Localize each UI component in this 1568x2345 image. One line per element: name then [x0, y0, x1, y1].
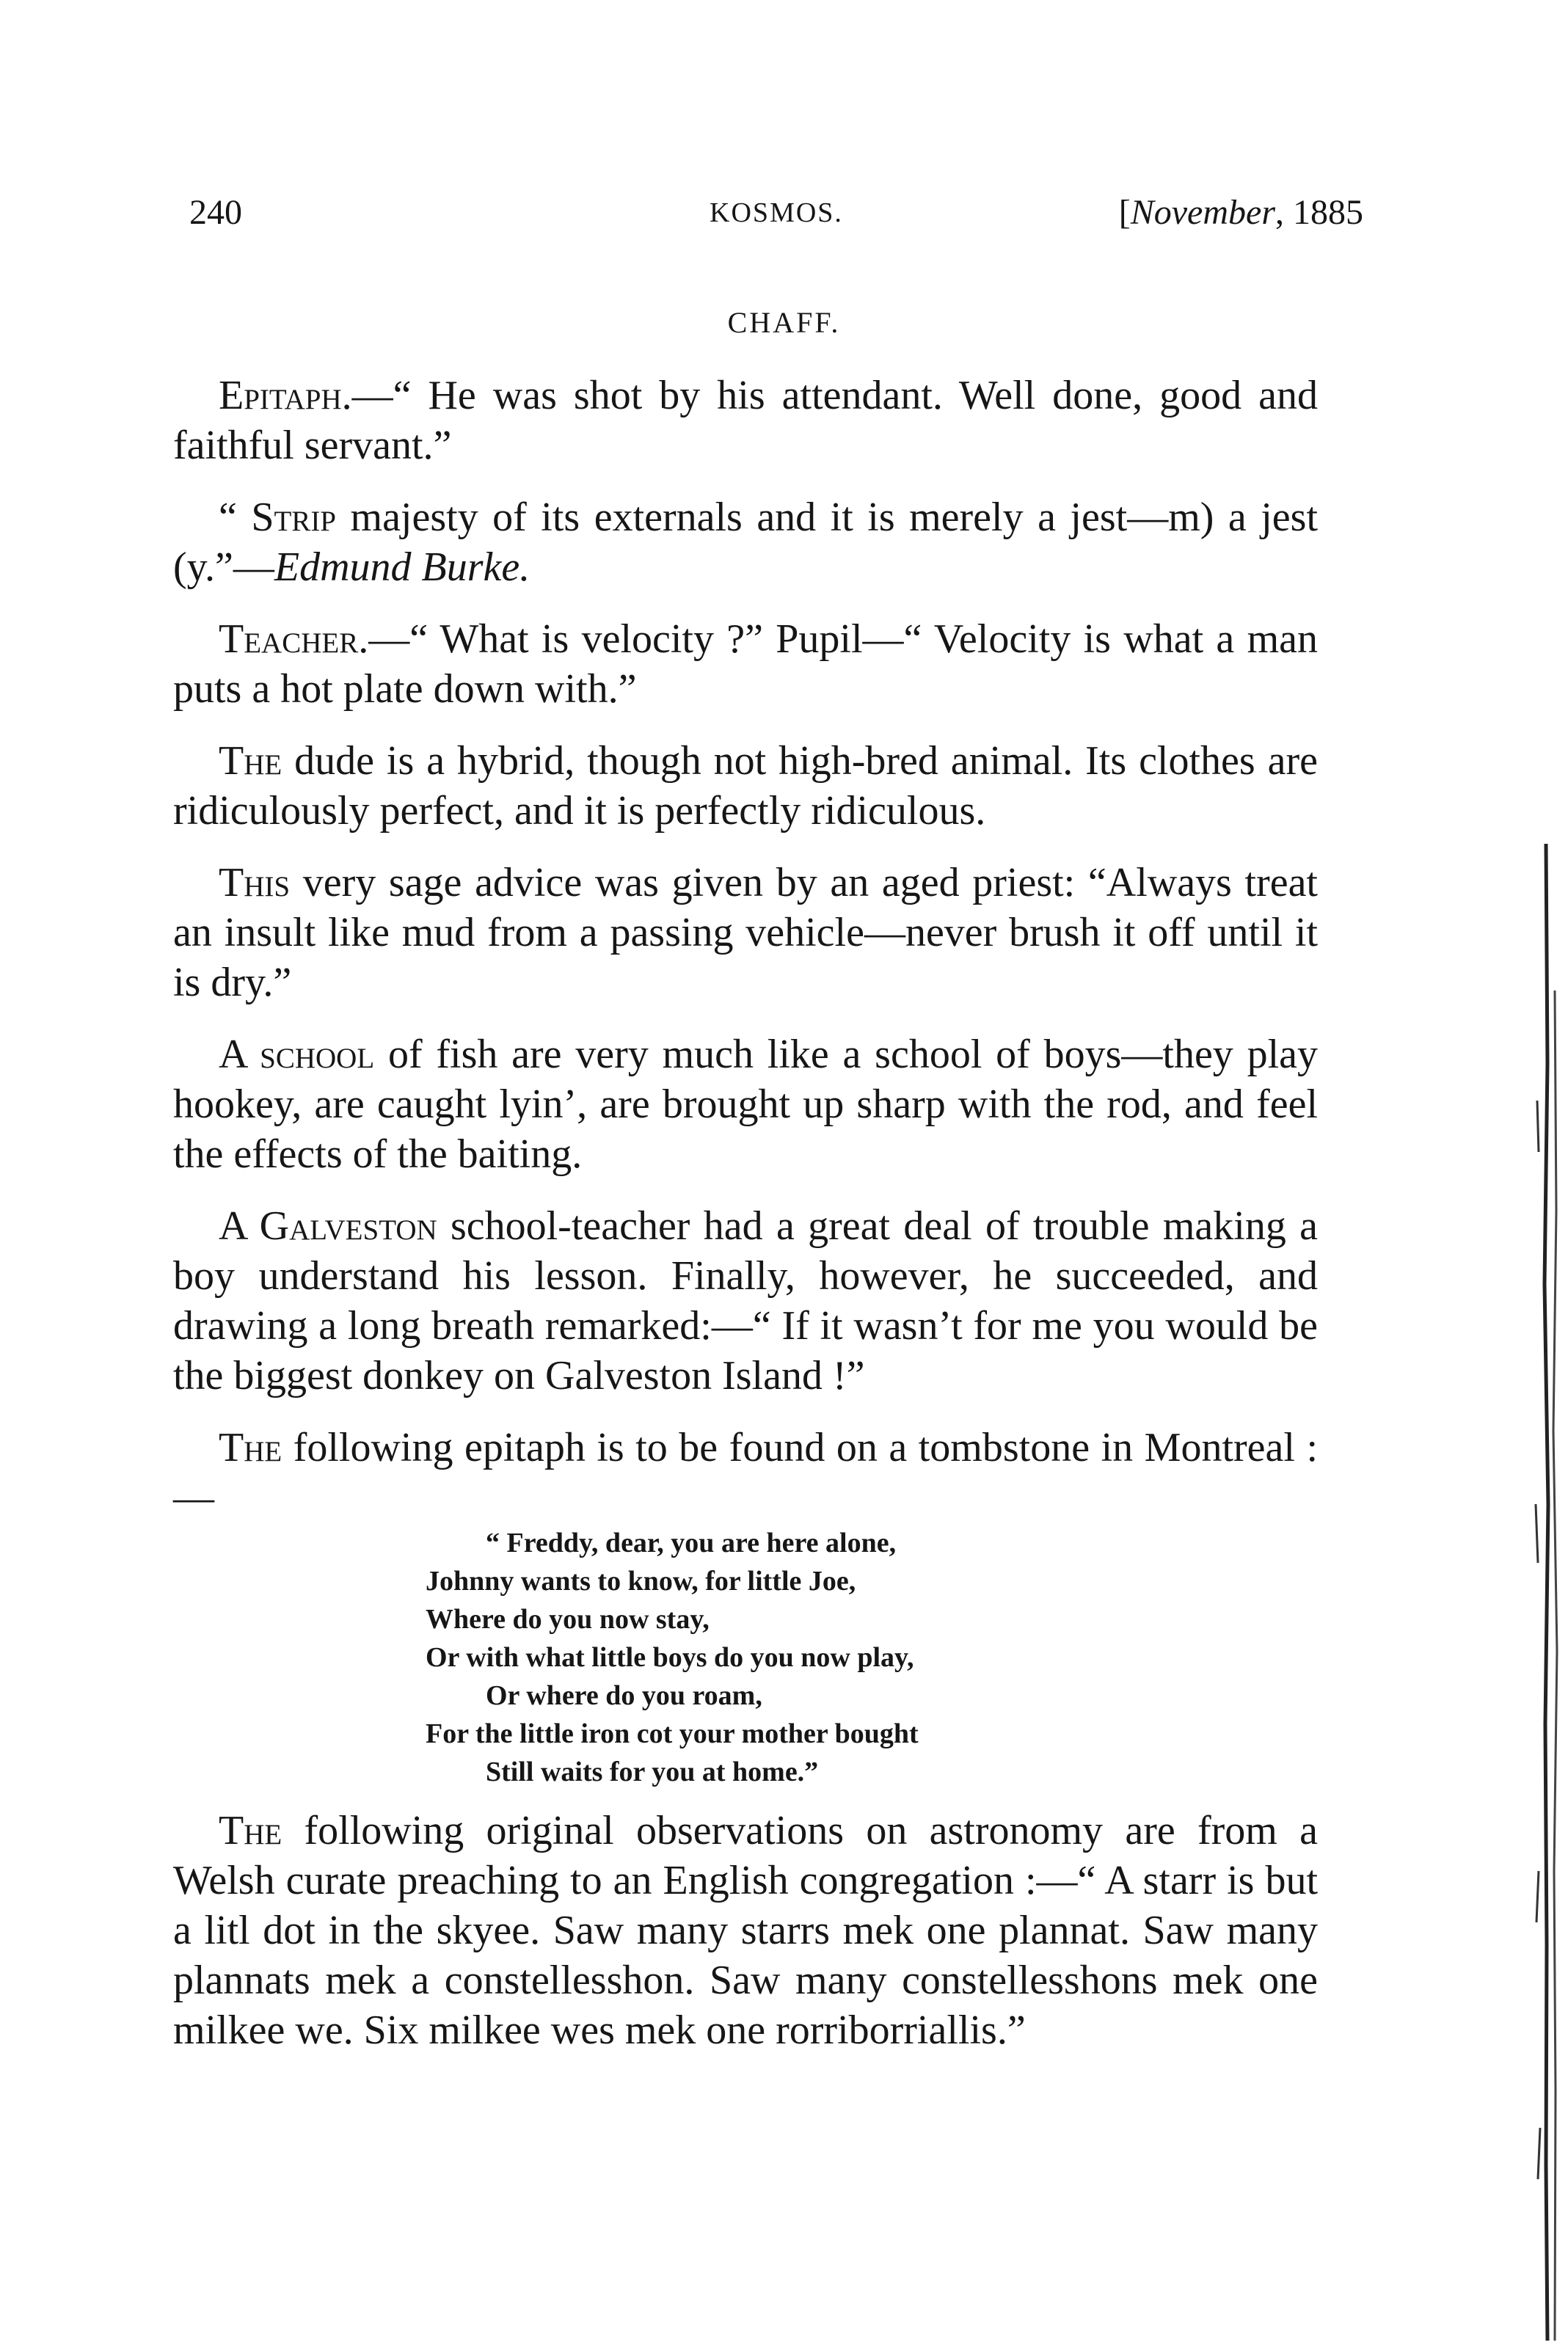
paragraph-epitaph — [173, 371, 1318, 470]
paragraph-advice — [173, 858, 1318, 1007]
paragraph-teacher — [173, 614, 1318, 714]
poem-line: Or with what little boys do you now play, — [426, 1642, 914, 1673]
paragraph-lead: Teacher. — [219, 616, 369, 662]
poem-line: Johnny wants to know, for little Joe, — [426, 1566, 856, 1597]
paragraph-burke — [173, 492, 1318, 592]
paragraph-text: very sage advice was given by an aged priest: “Always treat an insult like mud from a passing vehicle—never brush it off until it is dry.” — [173, 860, 1318, 1005]
paragraph-text: following epitaph is to be found on a tombstone in Montreal :— — [173, 1425, 1318, 1520]
poem-line: Where do you now stay, — [426, 1604, 710, 1635]
issue-date — [1119, 192, 1363, 233]
paragraph-lead: A Galveston — [219, 1203, 437, 1249]
paragraph-lead: The — [219, 738, 282, 784]
section-title: CHAFF. — [727, 306, 841, 339]
paragraph-lead: This — [219, 860, 291, 905]
paragraph-montreal — [173, 1423, 1318, 1522]
article-body — [173, 371, 1318, 2077]
issue-month: November — [1130, 193, 1275, 232]
issue-year: , 1885 — [1275, 193, 1363, 232]
issue-date-bracket: [ — [1118, 193, 1131, 232]
poem-line: For the little iron cot your mother bought — [426, 1718, 919, 1749]
paragraph-text: following original observations on astronomy are from a Welsh curate preaching to an English congregation :—“ A starr is but a litl dot in the skyee. Saw many starrs mek one plannat. Saw many plannats mek a constellesshon. Saw many constellesshons mek one milkee we. Six milkee wes mek one rorriborriallis.” — [173, 1808, 1318, 2053]
paragraph-lead: Epitaph. — [219, 373, 352, 418]
binding-gutter-marks — [1524, 844, 1568, 2341]
paragraph-text: —“ He was shot by his attendant. Well done, good and faithful servant.” — [173, 373, 1318, 468]
paragraph-text: —“ What is velocity ?” Pupil—“ Velocity is what a man puts a hot plate down with.” — [173, 616, 1318, 712]
paragraph-school — [173, 1029, 1318, 1179]
page-number: 240 — [189, 193, 242, 232]
paragraph-dude — [173, 736, 1318, 836]
journal-title: KOSMOS. — [710, 197, 843, 228]
paragraph-text: majesty of its externals and it is merely a jest—m) a jest (y.”— — [173, 495, 1318, 590]
running-head — [189, 192, 1363, 244]
paragraph-lead: A school — [219, 1032, 375, 1077]
poem-line: Or where do you roam, — [486, 1680, 762, 1711]
poem-line: Still waits for you at home.” — [486, 1757, 819, 1787]
paragraph-lead: “ Strip — [219, 495, 337, 540]
paragraph-text: school-teacher had a great deal of trouble making a boy understand his lesson. Finally, however, he succeeded, and drawing a long breath remarked:—“ If it wasn’t for me you would be the biggest donkey on Galveston Island !” — [173, 1203, 1319, 1398]
paragraph-galveston — [173, 1201, 1318, 1401]
epitaph-poem — [426, 1524, 1318, 1791]
paragraph-lead: The — [219, 1425, 282, 1470]
poem-line: “ Freddy, dear, you are here alone, — [486, 1528, 897, 1558]
paragraph-text: dude is a hybrid, though not high-bred animal. Its clothes are ridiculously perfect, and it is perfectly ridiculous. — [173, 738, 1318, 834]
paragraph-lead: The — [219, 1808, 282, 1853]
paragraph-text: of fish are very much like a school of boys—they play hookey, are caught lyin’, are brought up sharp with the rod, and feel the effects of the baiting. — [173, 1032, 1318, 1177]
attribution: Edmund Burke. — [274, 544, 530, 590]
paragraph-astronomy — [173, 1806, 1318, 2055]
